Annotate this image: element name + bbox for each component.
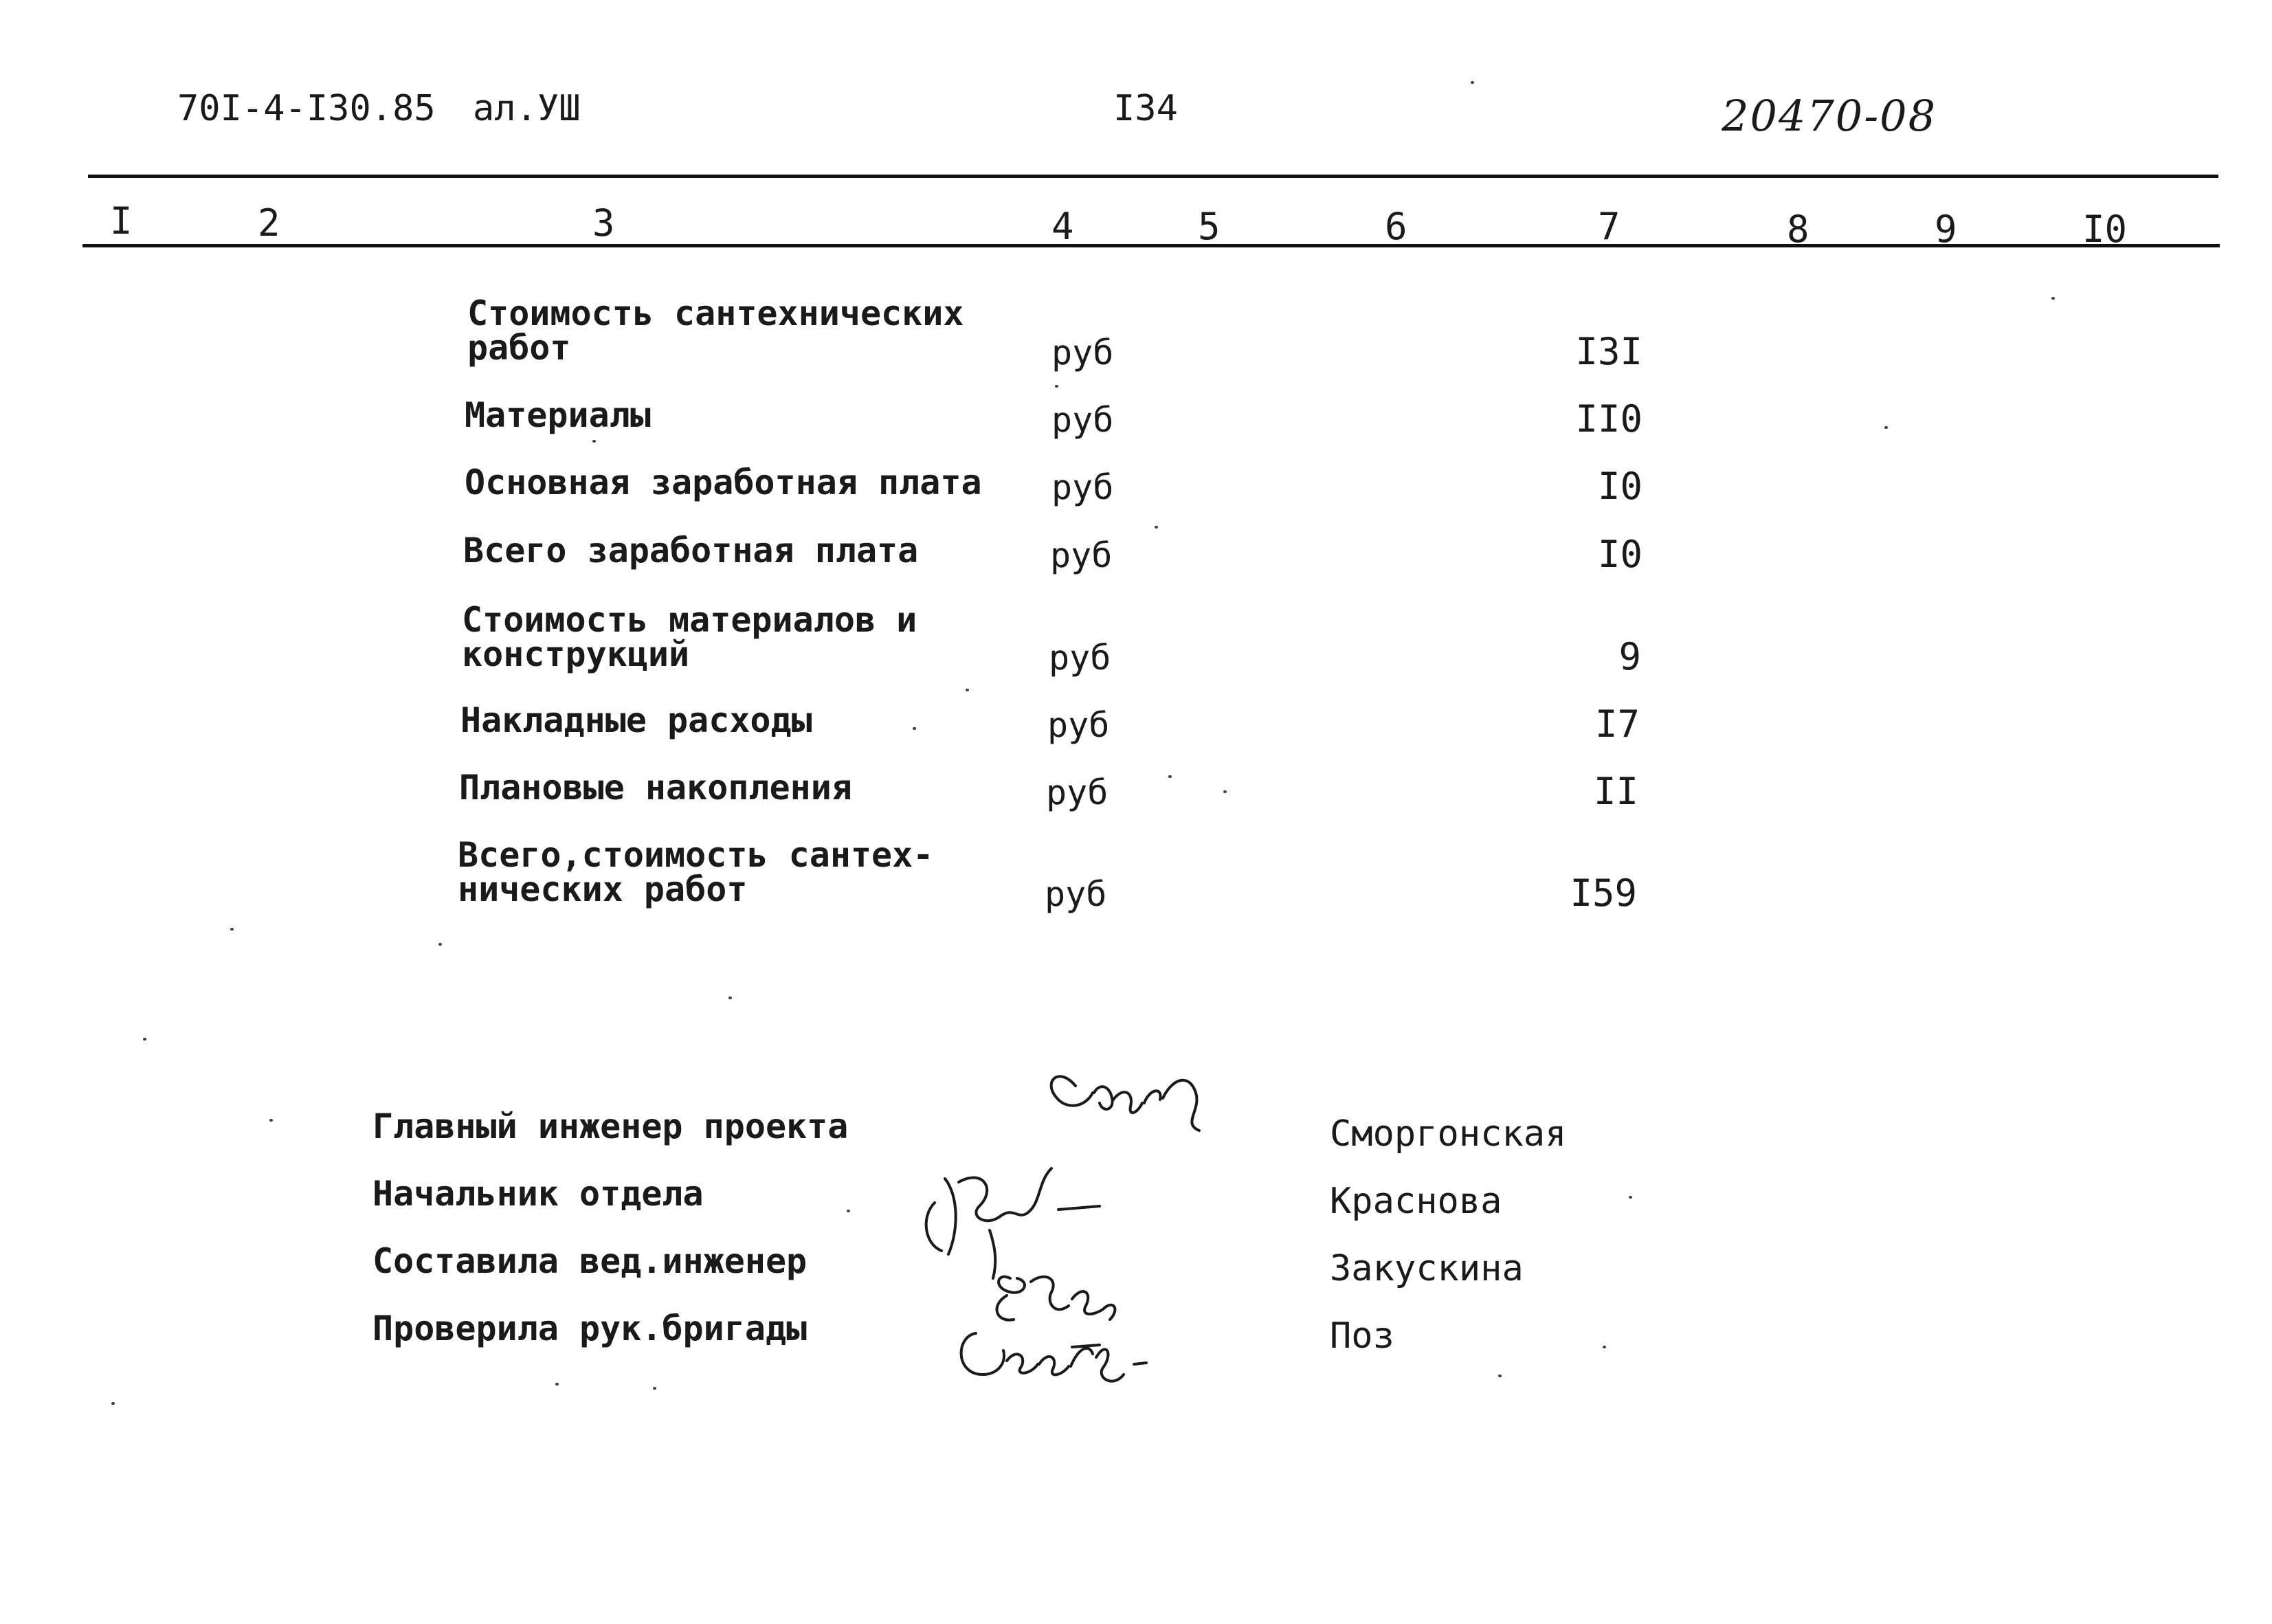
- row-5-unit: руб: [1049, 638, 1111, 678]
- row-7-unit: руб: [1046, 772, 1109, 812]
- scan-speck: [2051, 297, 2055, 300]
- scan-speck: [728, 997, 732, 999]
- handwritten-archive-number: 20470-08: [1722, 91, 1937, 141]
- column-number-2: 2: [258, 201, 280, 245]
- signature-name-1: Сморгонская: [1330, 1113, 1567, 1155]
- column-number-6: 6: [1385, 205, 1407, 248]
- column-number-3: 3: [592, 201, 615, 245]
- row-2-value: II0: [1575, 397, 1642, 441]
- scan-speck: [1629, 1196, 1632, 1199]
- row-7-value: II: [1593, 770, 1638, 813]
- signature-role-3: Составила вед.инженер: [372, 1241, 808, 1281]
- row-1-unit: руб: [1051, 333, 1114, 372]
- column-number-5: 5: [1198, 205, 1221, 248]
- page-number: I34: [1113, 88, 1178, 129]
- scan-speck: [592, 440, 596, 443]
- scan-speck: [913, 727, 916, 730]
- scan-speck: [847, 1210, 850, 1212]
- scan-speck: [269, 1119, 273, 1122]
- document-code: 70I-4-I30.85: [177, 88, 436, 129]
- handwritten-signatures-image: [893, 1045, 1278, 1402]
- signature-role-4: Проверила рук.бригады: [372, 1309, 808, 1348]
- scan-speck: [438, 943, 442, 946]
- header-rule-top: [88, 175, 2218, 178]
- scan-speck: [1055, 385, 1058, 388]
- column-number-8: 8: [1787, 208, 1809, 251]
- scan-speck: [1471, 81, 1474, 84]
- signature-name-4: Поз: [1330, 1315, 1394, 1357]
- row-1-text-line-2: работ: [467, 328, 571, 368]
- row-3-value: I0: [1597, 465, 1642, 508]
- scan-speck: [1168, 775, 1172, 778]
- row-4-unit: руб: [1050, 535, 1113, 575]
- row-7-text: Плановые накопления: [459, 768, 852, 808]
- scan-speck: [1155, 526, 1158, 529]
- row-4-text: Всего заработная плата: [463, 531, 919, 570]
- scan-speck: [230, 928, 234, 931]
- scan-speck: [1498, 1375, 1502, 1377]
- scan-speck: [1603, 1346, 1606, 1348]
- signature-role-2: Начальник отдела: [372, 1174, 704, 1214]
- row-5-text-line-2: конструкций: [462, 634, 690, 674]
- scan-speck: [555, 1383, 559, 1386]
- row-2-unit: руб: [1051, 400, 1114, 440]
- row-8-text-line-2: нических работ: [458, 869, 748, 909]
- row-5-text-line-1: Стоимость материалов и: [462, 600, 917, 640]
- scan-speck: [111, 1402, 115, 1405]
- album-label: ал.УШ: [473, 88, 581, 129]
- row-6-value: I7: [1594, 702, 1640, 746]
- scan-speck: [1884, 426, 1888, 429]
- row-8-value: I59: [1570, 871, 1637, 915]
- column-number-4: 4: [1051, 205, 1074, 248]
- row-8-text-line-1: Всего,стоимость сантех-: [458, 835, 934, 875]
- column-number-1: I: [110, 199, 133, 243]
- row-6-unit: руб: [1047, 705, 1110, 745]
- signature-role-1: Главный инженер проекта: [372, 1106, 849, 1146]
- signature-name-3: Закускина: [1330, 1248, 1524, 1289]
- row-4-value: I0: [1597, 533, 1642, 576]
- scan-speck: [143, 1038, 146, 1041]
- header-rule-bottom: [82, 244, 2220, 247]
- row-1-text-line-1: Стоимость сантехнических: [467, 293, 964, 333]
- row-3-text: Основная заработная плата: [465, 463, 982, 502]
- column-number-10: I0: [2082, 208, 2128, 251]
- signature-name-2: Краснова: [1330, 1181, 1502, 1222]
- row-3-unit: руб: [1051, 467, 1114, 507]
- scan-speck: [1223, 790, 1227, 793]
- row-2-text: Материалы: [465, 395, 651, 435]
- row-1-value: I3I: [1575, 330, 1642, 373]
- column-number-9: 9: [1935, 208, 1957, 251]
- row-8-unit: руб: [1045, 874, 1107, 914]
- scan-speck: [653, 1387, 656, 1390]
- row-5-value: 9: [1618, 635, 1641, 678]
- scan-speck: [966, 689, 969, 691]
- row-6-text: Накладные расходы: [460, 700, 812, 740]
- column-number-7: 7: [1598, 205, 1621, 248]
